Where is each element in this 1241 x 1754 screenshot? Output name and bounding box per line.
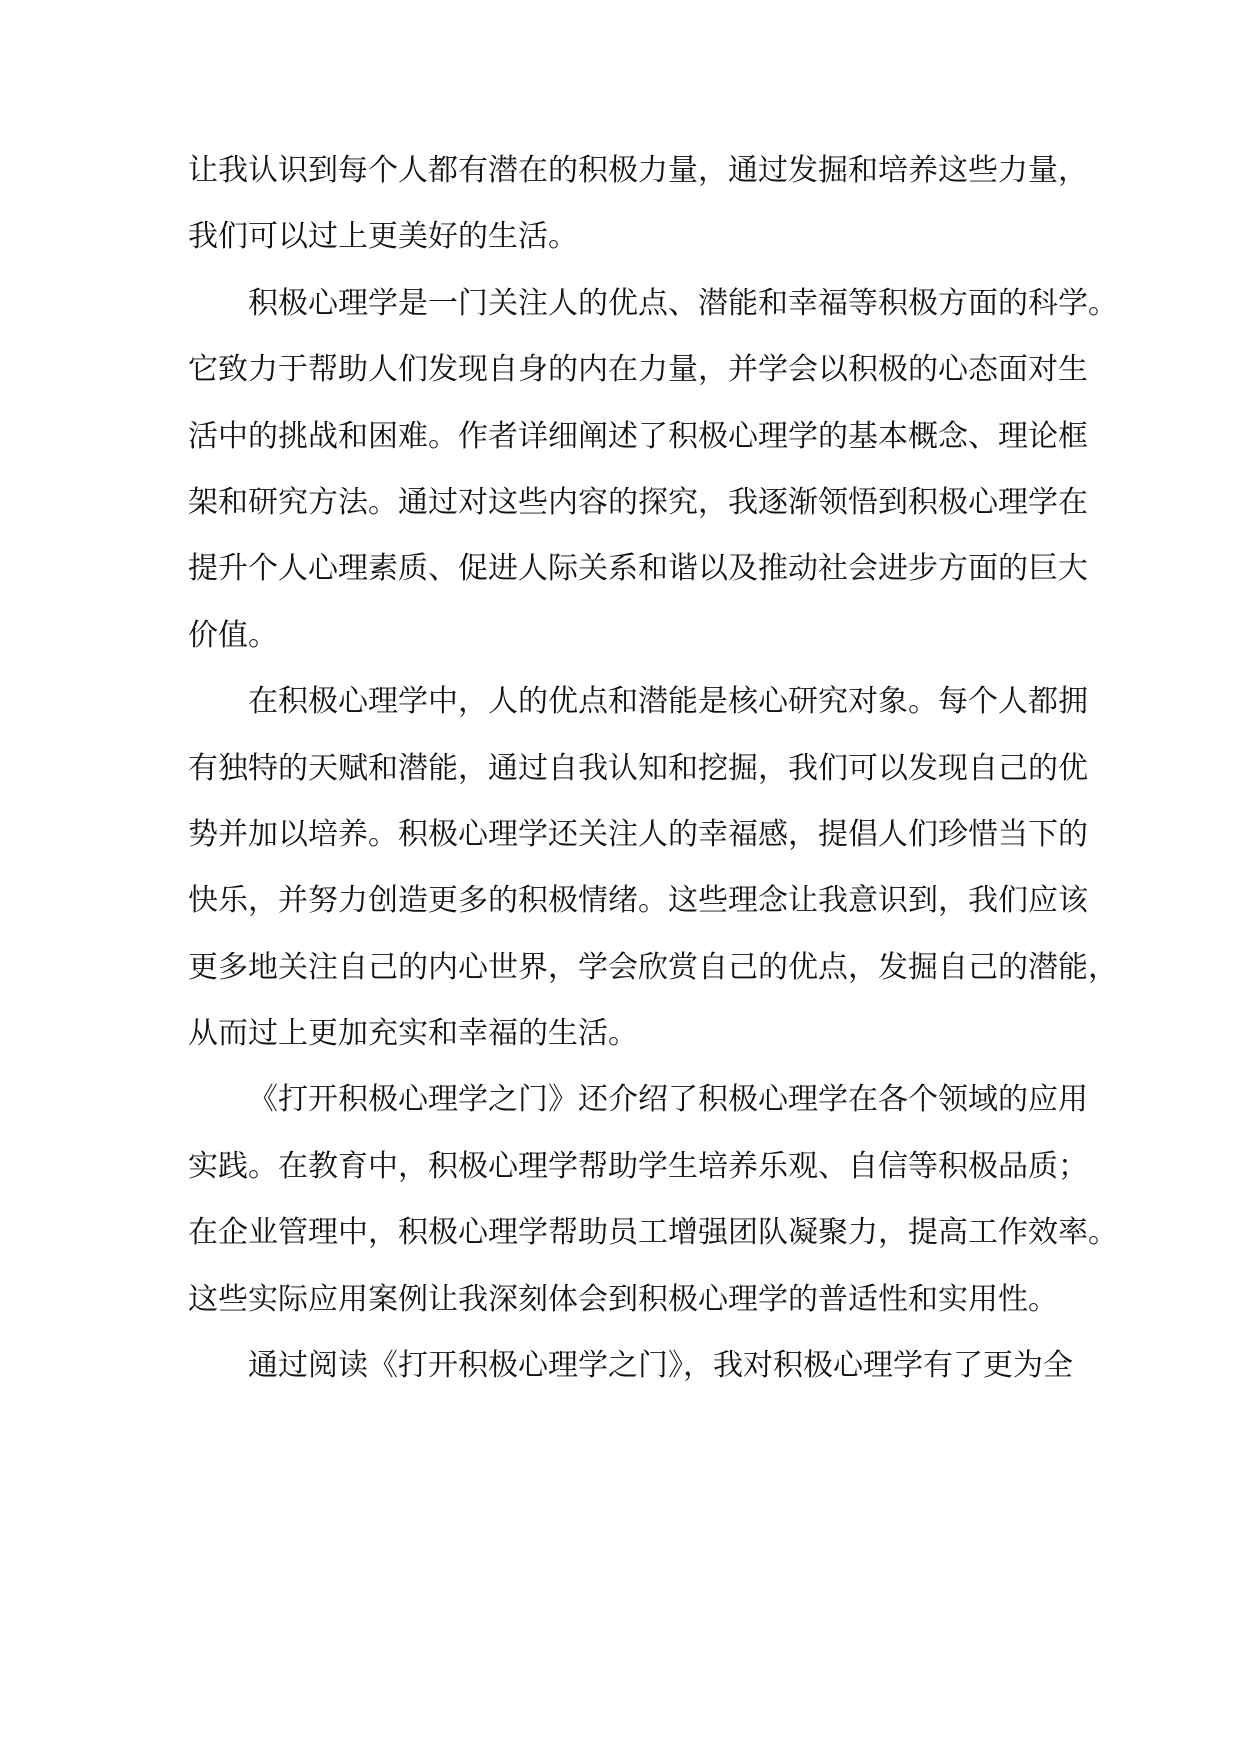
text-line: 实践。在教育中，积极心理学帮助学生培养乐观、自信等积极品质；: [188, 1148, 1088, 1184]
text-line: 这些实际应用案例让我深刻体会到积极心理学的普适性和实用性。: [188, 1281, 1058, 1317]
text-line: 我们可以过上更美好的生活。: [188, 219, 578, 255]
text-line: 价值。: [188, 617, 278, 653]
text-line: 它致力于帮助人们发现自身的内在力量，并学会以积极的心态面对生: [188, 352, 1088, 388]
text-line: 快乐，并努力创造更多的积极情绪。这些理念让我意识到，我们应该: [188, 883, 1088, 919]
text-line: 在积极心理学中，人的优点和潜能是核心研究对象。每个人都拥: [248, 684, 1088, 720]
text-line: 势并加以培养。积极心理学还关注人的幸福感，提倡人们珍惜当下的: [188, 816, 1088, 852]
body-text: [188, 138, 1118, 1399]
text-line: 积极心理学是一门关注人的优点、潜能和幸福等积极方面的科学。: [248, 285, 1118, 321]
text-line: 架和研究方法。通过对这些内容的探究，我逐渐领悟到积极心理学在: [188, 484, 1088, 520]
text-line: 《打开积极心理学之门》还介绍了积极心理学在各个领域的应用: [248, 1082, 1088, 1118]
text-line: 提升个人心理素质、促进人际关系和谐以及推动社会进步方面的巨大: [188, 551, 1088, 587]
text-line: 从而过上更加充实和幸福的生活。: [188, 1016, 638, 1052]
text-line: 有独特的天赋和潜能，通过自我认知和挖掘，我们可以发现自己的优: [188, 750, 1088, 786]
text-line: 活中的挑战和困难。作者详细阐述了积极心理学的基本概念、理论框: [188, 418, 1088, 454]
text-line: 通过阅读《打开积极心理学之门》，我对积极心理学有了更为全: [248, 1348, 1073, 1384]
text-line: 让我认识到每个人都有潜在的积极力量，通过发掘和培养这些力量，: [188, 153, 1088, 188]
text-line: 更多地关注自己的内心世界，学会欣赏自己的优点，发掘自己的潜能，: [188, 949, 1118, 985]
text-line: 在企业管理中，积极心理学帮助员工增强团队凝聚力，提高工作效率。: [188, 1215, 1118, 1251]
